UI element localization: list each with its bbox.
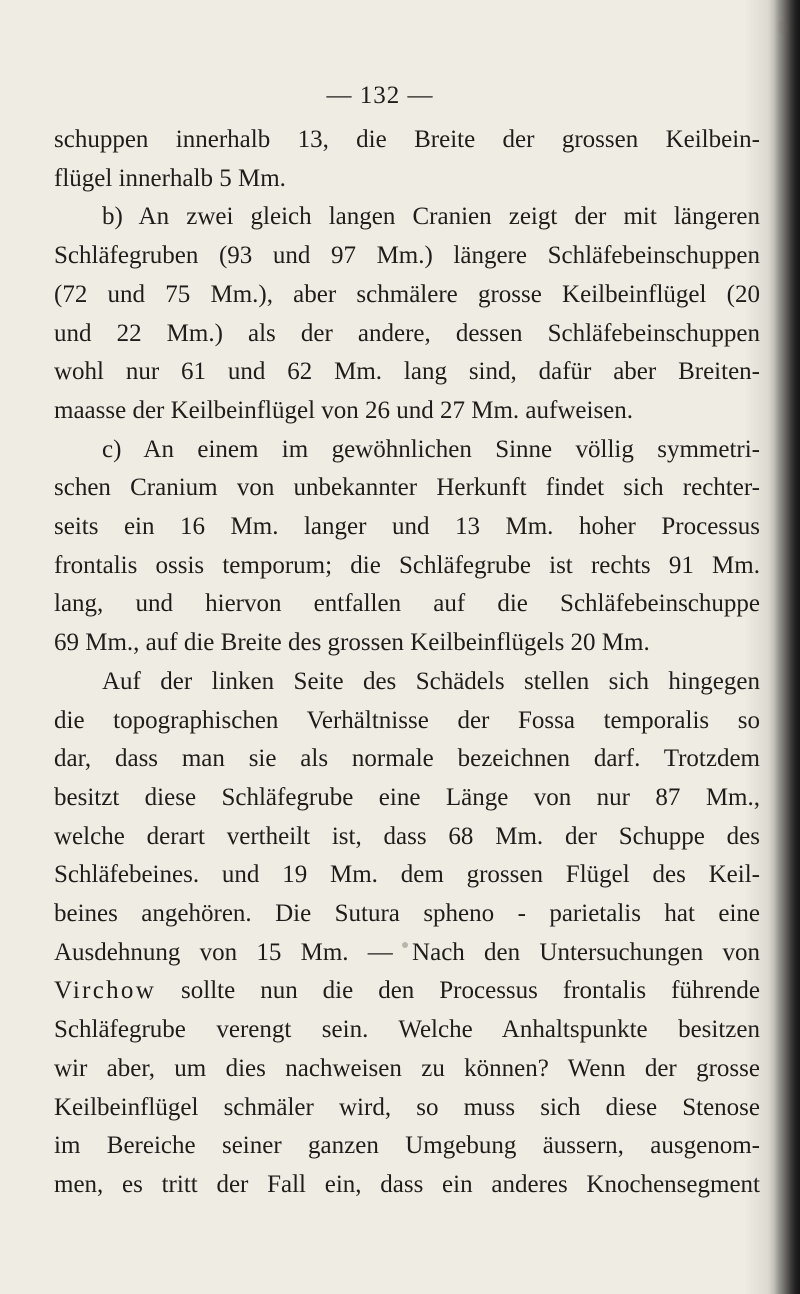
text-line: b) An zwei gleich langen Cranien zeigt der mit längeren <box>102 203 760 231</box>
text-line: Auf der linken Seite des Schädels stellen sich hingegen <box>102 667 760 695</box>
text-line: wir aber, um dies nachweisen zu können? Wenn der grosse <box>54 1054 760 1082</box>
text-line: schen Cranium von unbekannter Herkunft findet sich rechter- <box>54 474 760 502</box>
text-line: im Bereiche seiner ganzen Umgebung äussern, ausgenom- <box>54 1132 760 1160</box>
text-line: 69 Mm., auf die Breite des grossen Keilbeinflügels 20 Mm. <box>54 629 650 657</box>
text-line: Schläfegruben (93 und 97 Mm.) längere Schläfebeinschuppen <box>54 242 760 270</box>
text-line: wohl nur 61 und 62 Mm. lang sind, dafür aber Breiten- <box>54 358 760 386</box>
page-edge-shadow <box>774 0 800 1294</box>
text-line: schuppen innerhalb 13, die Breite der grossen Keilbein- <box>54 126 760 153</box>
text-line: welche derart vertheilt ist, dass 68 Mm. der Schuppe des <box>54 822 760 850</box>
text-line: maasse der Keilbeinflügel von 26 und 27 Mm. aufweisen. <box>54 396 634 424</box>
text-line: besitzt diese Schläfegrube eine Länge von nur 87 Mm., <box>54 783 760 811</box>
text-line: und 22 Mm.) als der andere, dessen Schläfebeinschuppen <box>54 319 760 347</box>
text-line: lang, und hiervon entfallen auf die Schläfebeinschuppe <box>54 590 760 618</box>
text-line: Ausdehnung von 15 Mm. — Nach den Untersuchungen von <box>54 938 760 966</box>
text-line: Keilbeinflügel schmäler wird, so muss sich diese Stenose <box>54 1093 760 1121</box>
body-text <box>54 121 760 1205</box>
text-line: seits ein 16 Mm. langer und 13 Mm. hoher Processus <box>54 513 760 541</box>
text-line: dar, dass man sie als normale bezeichnen darf. Trotzdem <box>54 745 760 773</box>
text-fragment: sollte nun die den Processus frontalis führende <box>156 977 760 1005</box>
text-line: beines angehören. Die Sutura spheno - parietalis hat eine <box>54 900 760 928</box>
text-line: (72 und 75 Mm.), aber schmälere grosse Keilbeinflügel (20 <box>54 280 760 308</box>
text-line-virchow <box>54 972 760 1011</box>
text-line: Schläfegrube verengt sein. Welche Anhaltspunkte besitzen <box>54 1016 760 1044</box>
paper-smudge <box>778 20 788 34</box>
text-line: c) An einem im gewöhnlichen Sinne völlig symmetri- <box>102 435 760 463</box>
text-line: frontalis ossis temporum; die Schläfegrube ist rechts 91 Mm. <box>54 551 760 579</box>
page-number: — 132 — <box>326 82 434 109</box>
text-line: men, es tritt der Fall ein, dass ein anderes Knochensegment <box>54 1170 760 1198</box>
text-line: die topographischen Verhältnisse der Fossa temporalis so <box>54 706 760 734</box>
author-name-spaced: Virchow <box>54 977 157 1005</box>
text-line: flügel innerhalb 5 Mm. <box>54 164 286 192</box>
text-line: Schläfebeines. und 19 Mm. dem grossen Flügel des Keil- <box>54 861 760 889</box>
